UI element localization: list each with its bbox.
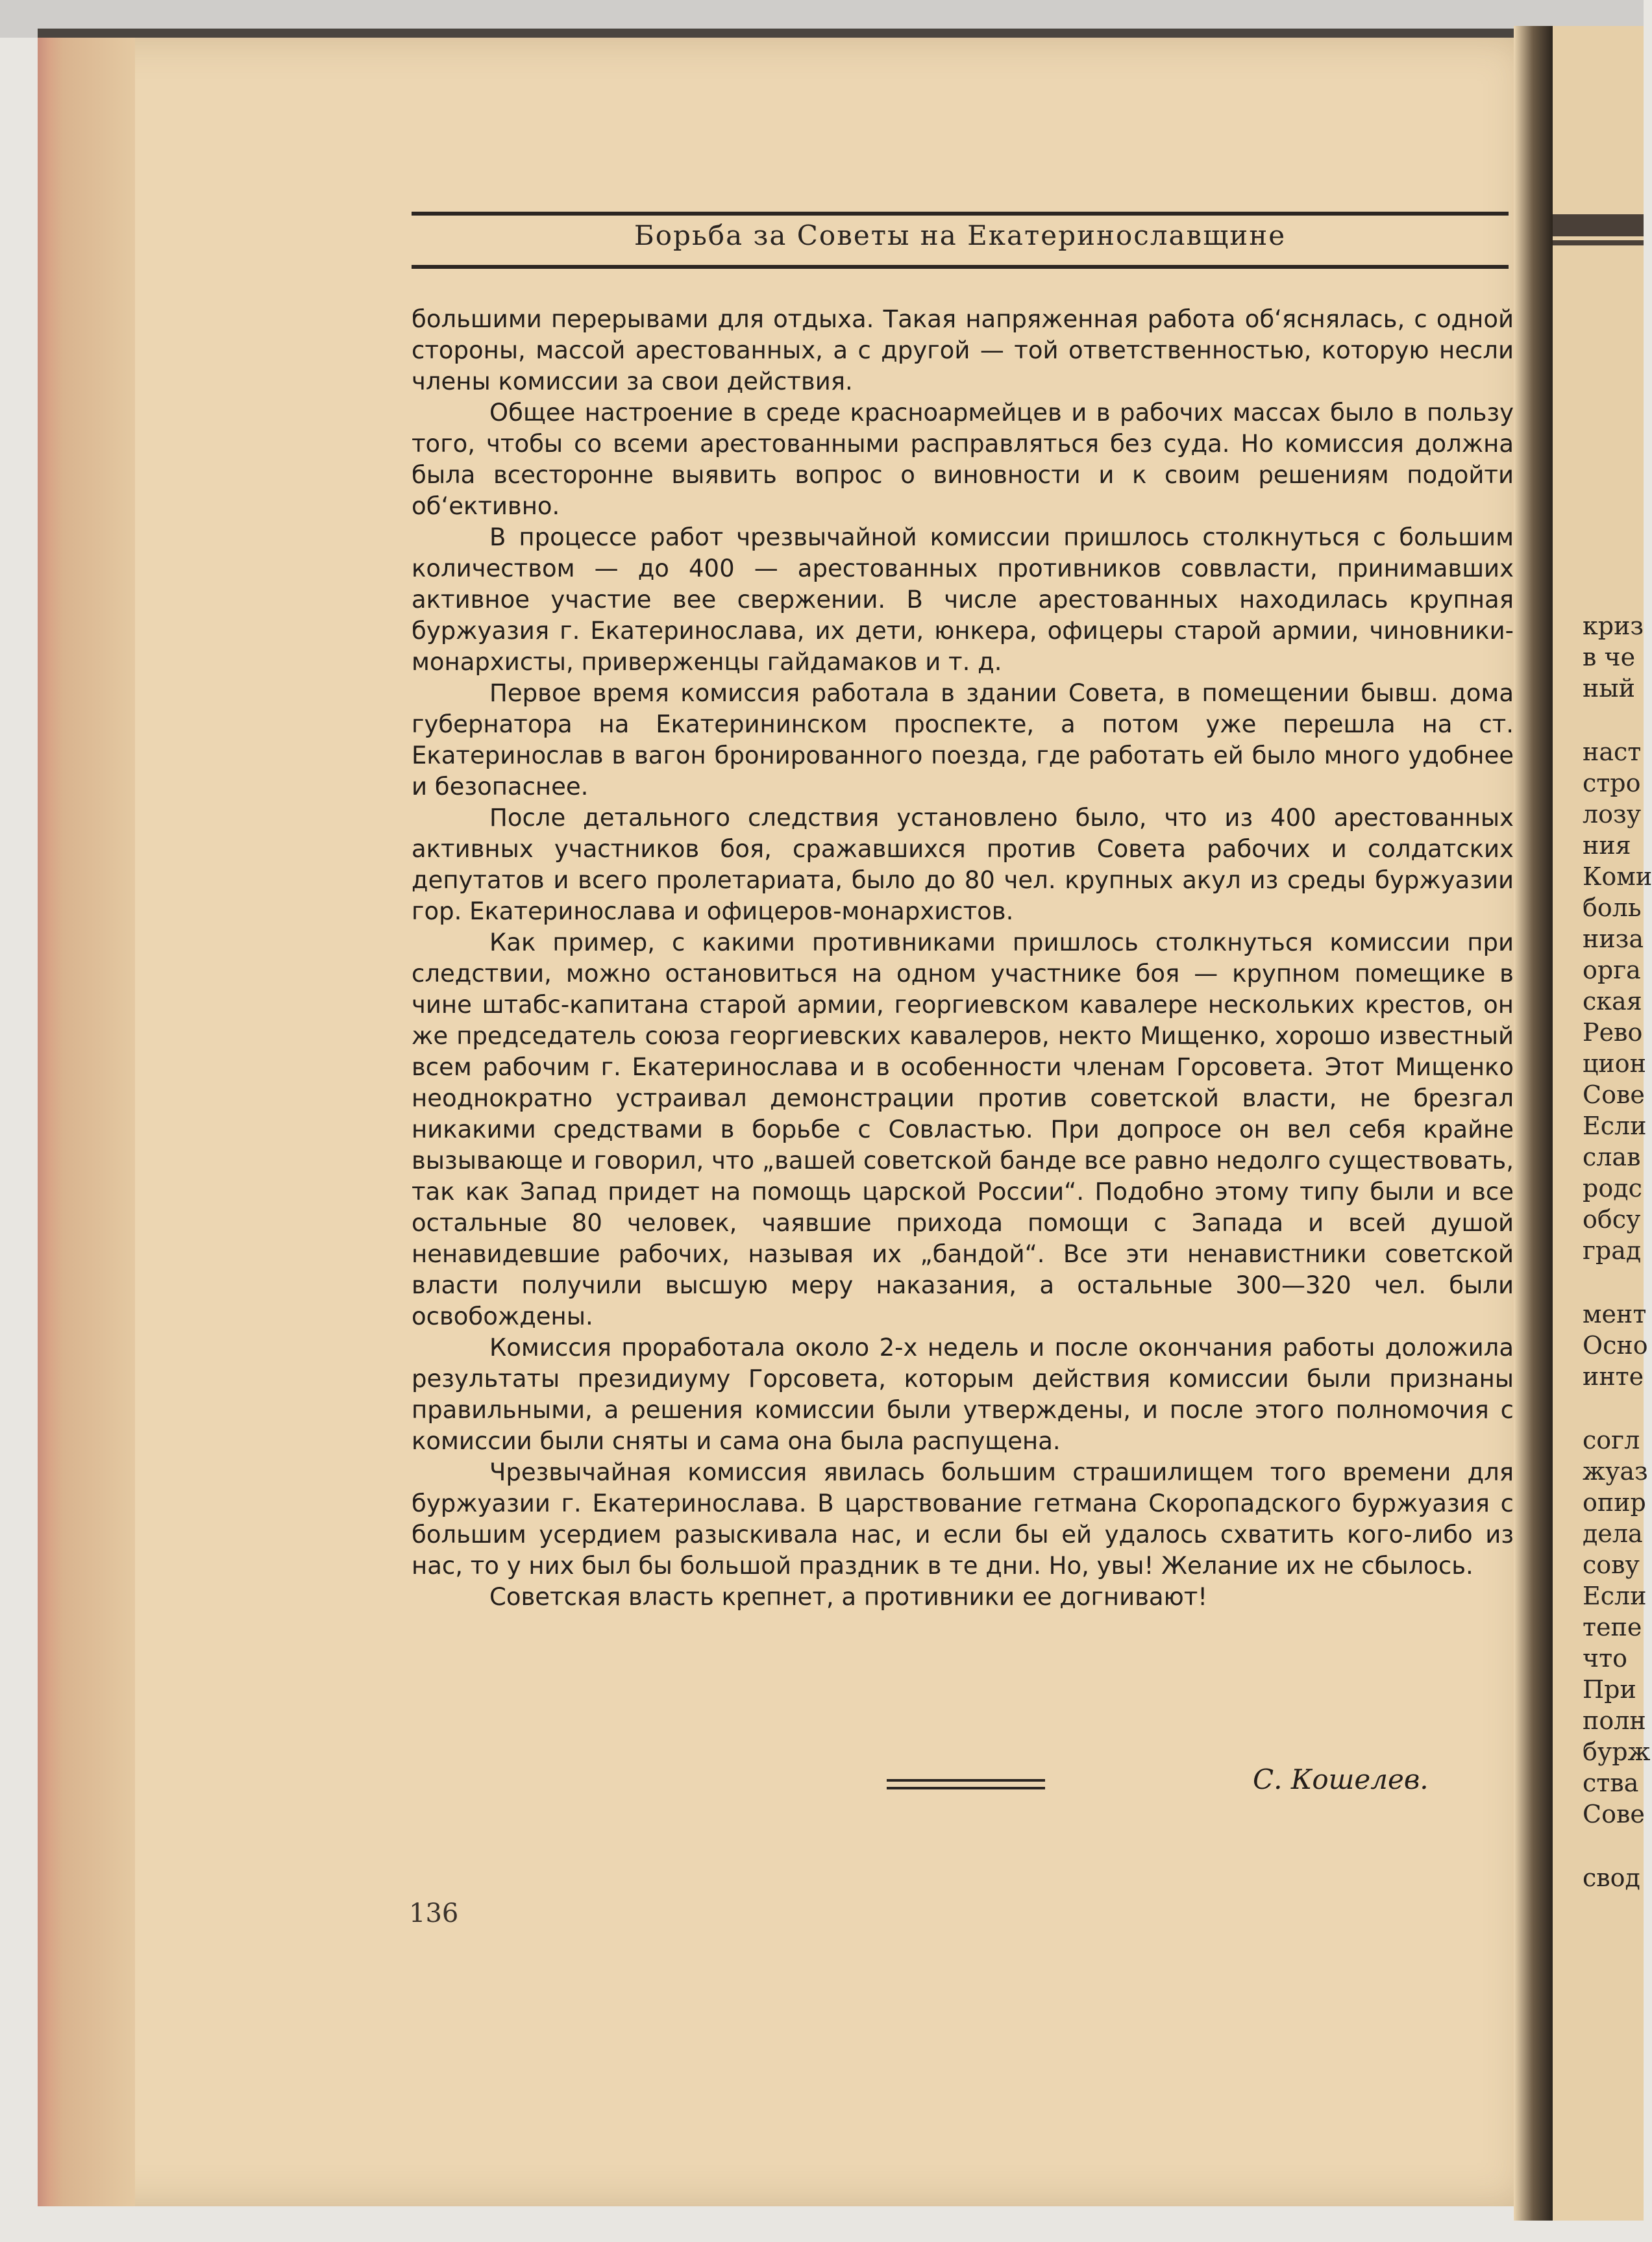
next-page-line: родс	[1583, 1174, 1642, 1202]
next-page-header-rule-thin	[1553, 240, 1644, 245]
next-page-line: Сове	[1583, 1800, 1645, 1828]
next-page-line: Если	[1583, 1582, 1647, 1610]
next-page-line: боль	[1583, 893, 1642, 922]
signature-rule-bottom	[887, 1787, 1045, 1789]
next-page-line: ская	[1583, 987, 1642, 1015]
signature: С. Кошелев.	[1253, 1763, 1429, 1795]
next-page-line: мент	[1583, 1300, 1647, 1328]
header-rule-top	[412, 212, 1509, 216]
next-page-line: бурж	[1583, 1738, 1651, 1766]
paragraph: Как пример, с какими противниками пришлось столкнуться комиссии при следствии, можно остановиться на одном участнике боя — крупном помещике в чине штабс-капитана старой армии, георгиевском кавалере нескольких крестов, он же председатель союза георгиевских кавалеров, некто Мищенко, хорошо известный всем рабочим г. Екатеринослава и в особенности членам Горсовета. Этот Мищенко неоднократно устраивал демонстрации против советской власти, не брезгал никакими средствами в борьбе с Совластью. При допросе он вел себя крайне вызывающе и говорил, что „вашей советской банде все равно недолго существовать, так как Запад придет на помощь царской России“. Подобно этому типу были и все остальные 80 человек, чаявшие прихода помощи с Запада и всей душой ненавидевшие рабочих, называя их „бандой“. Все эти ненавистники советской власти получили высшую меру наказания, а остальные 300—320 чел. были освобождены.	[412, 928, 1514, 1330]
next-page-line: слав	[1583, 1143, 1641, 1171]
running-head: Борьба за Советы на Екатеринославщине	[634, 219, 1287, 251]
book-top-edge	[38, 29, 1644, 38]
next-page-line: цион	[1583, 1049, 1646, 1078]
next-page-line: полн	[1583, 1706, 1646, 1735]
signature-rule-top	[887, 1779, 1045, 1782]
next-page-line: ный	[1583, 674, 1635, 703]
next-page-line: стро	[1583, 769, 1641, 797]
next-page-line: опир	[1583, 1488, 1646, 1517]
next-page-line: сову	[1583, 1551, 1640, 1579]
header-rule-bottom	[412, 265, 1509, 269]
next-page-line: Рево	[1583, 1018, 1643, 1047]
paragraph: После детального следствия установлено было, что из 400 арестованных активных участников боя, сражавшихся против Совета рабочих и солдатских депутатов и всего пролетариата, было до 80 чел. крупных акул из среды буржуазии гор. Екатеринослава и офицеров-монархистов.	[412, 804, 1514, 925]
paragraph: Чрезвычайная комиссия явилась большим страшилищем того времени для буржуазии г. Екатеринослава. В царствование гетмана Скоропадского буржуазия с большим усердием разыскивала нас, и если бы ей удалось схватить кого-либо из нас, то у них был бы большой праздник в те дни. Но, увы! Желание их не сбылось.	[412, 1458, 1514, 1580]
article-body	[412, 304, 1514, 1613]
paragraph: Общее настроение в среде красноармейцев и в рабочих массах было в пользу того, чтобы со всеми арестованными расправляться без суда. Но комиссия должна была всесторонне выявить вопрос о виновности и к своим решениям подойти об‘ективно.	[412, 399, 1514, 520]
next-page-line: ния	[1583, 831, 1631, 860]
page-left-edge	[38, 38, 135, 2206]
next-page-line: орга	[1583, 956, 1641, 984]
next-page-line: дела	[1583, 1519, 1643, 1548]
paragraph: Советская власть крепнет, а противники ее догнивают!	[489, 1583, 1208, 1611]
next-page-line: свод	[1583, 1863, 1640, 1892]
scan-background	[0, 0, 1644, 38]
next-page-line: ства	[1583, 1769, 1639, 1797]
next-page-line: Коми	[1583, 862, 1652, 891]
next-page-line: град	[1583, 1236, 1642, 1265]
next-page-line: согл	[1583, 1426, 1640, 1454]
next-page-line: При	[1583, 1675, 1636, 1704]
next-page-fragment	[1553, 26, 1652, 2221]
next-page-line: лозу	[1583, 800, 1642, 828]
next-page-line: наст	[1583, 738, 1642, 766]
book-gutter	[1514, 26, 1553, 2221]
next-page-line: криз	[1583, 612, 1644, 640]
paragraph: Комиссия проработала около 2-х недель и после окончания работы доложила результаты президиуму Горсовета, которым действия комиссии были признаны правильными, а решения комиссии были утверждены, и после этого полномочия с комиссии были сняты и сама она была распущена.	[412, 1334, 1514, 1455]
page-number: 136	[409, 1899, 459, 1928]
next-page-line: жуаз	[1583, 1457, 1648, 1486]
next-page-line: в че	[1583, 643, 1636, 671]
next-page-line: Сове	[1583, 1080, 1645, 1109]
paragraph: В процессе работ чрезвычайной комиссии пришлось столкнуться с большим количеством — до 400 — арестованных противников соввласти, принимавших активное участие вее свержении. В числе арестованных находилась крупная буржуазия г. Екатеринослава, их дети, юнкера, офицеры старой армии, чиновники-монархисты, приверженцы гайдамаков и т. д.	[412, 523, 1514, 676]
next-page-line: инте	[1583, 1362, 1644, 1391]
next-page-line: что	[1583, 1644, 1628, 1673]
next-page-line: обсу	[1583, 1205, 1641, 1234]
paragraph: большими перерывами для отдыха. Такая напряженная работа об‘яснялась, с одной стороны, массой арестованных, а с другой — той ответственностью, которую несли члены комиссии за свои действия.	[412, 305, 1514, 395]
next-page-header-rule	[1553, 214, 1644, 236]
next-page-line: Если	[1583, 1112, 1647, 1140]
next-page-line: низа	[1583, 925, 1644, 953]
next-page-line: тепе	[1583, 1613, 1642, 1641]
next-page-line: Осно	[1583, 1331, 1648, 1360]
paragraph: Первое время комиссия работала в здании Совета, в помещении бывш. дома губернатора на Екатерининском проспекте, а потом уже перешла на ст. Екатеринослав в вагон бронированного поезда, где работать ей было много удобнее и безопаснее.	[412, 679, 1514, 801]
